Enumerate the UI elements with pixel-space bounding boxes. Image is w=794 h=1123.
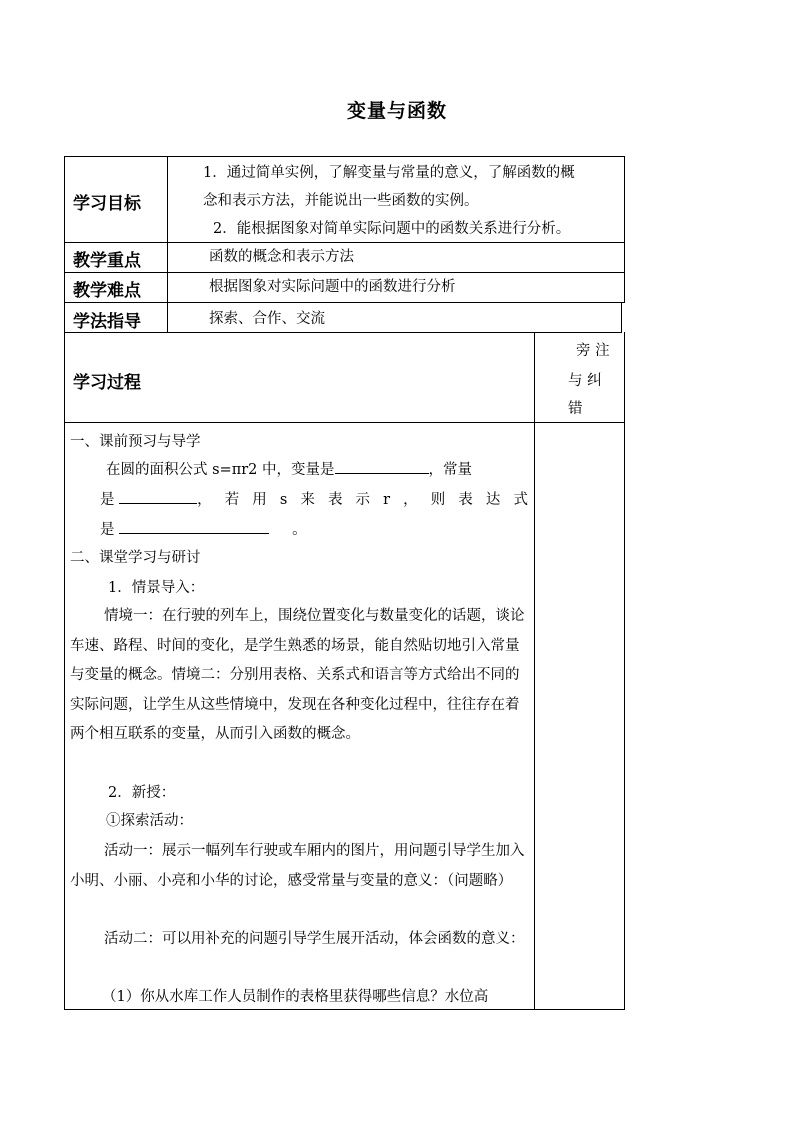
side-note-line-2: 与 纠 xyxy=(568,373,602,389)
question-1-line-3: 是 。 xyxy=(100,515,307,545)
question-1-reservoir: （1）你从水库工作人员制作的表格里获得哪些信息？水位高 xyxy=(102,989,489,1005)
scenario-paragraph: 情境一：在行驶的列车上，围绕位置变化与数量变化的话题，谈论车速、路程、时间的变化，是学生熟悉的场景，能自然贴切地引入常量与变量的概念。情境二：分别用表格、关系式和语言等方式给出不同的实际问题，让学生从这些情境中，发现在各种变化过程中，往往存在着两个相互联系的变量，从而引入函数的概念。 xyxy=(70,608,525,742)
question-1-line-2: 是 ， 若 用 s 来 表 示 r ， 则 表 达 式 xyxy=(100,485,528,515)
key-label: 教学重点 xyxy=(73,251,141,271)
activity-1-paragraph: 活动一：展示一幅列车行驶或车厢内的图片，用问题引导学生加入小明、小丽、小亮和小华的讨论，感受常量与变量的意义：（问题略） xyxy=(70,843,525,889)
section-2-heading: 二、课堂学习与研讨 xyxy=(70,550,201,566)
difficult-content-cell xyxy=(167,272,625,303)
blank-variable[interactable] xyxy=(335,457,429,474)
goal-label-cell xyxy=(64,156,168,243)
method-content: 探索、合作、交流 xyxy=(209,311,325,327)
difficult-content: 根据图象对实际问题中的函数进行分析 xyxy=(209,279,456,295)
goal-content-cell xyxy=(167,156,625,243)
goal-line-2: 2．能根据图象对简单实际问题中的函数关系进行分析。 xyxy=(213,221,571,237)
goal-line-1b: 念和表示方法，并能说出一些函数的实例。 xyxy=(203,193,479,209)
explore-activity-heading: ①探索活动： xyxy=(106,813,193,829)
key-content-cell xyxy=(167,242,625,273)
question-1-line-1: 在圆的面积公式 s=πr2 中，变量是 ，常量 xyxy=(106,455,472,485)
side-note-header-cell xyxy=(534,332,625,423)
method-label: 学法指导 xyxy=(73,312,141,332)
difficult-label-cell xyxy=(64,272,168,303)
side-note-line-1: 旁 注 xyxy=(576,343,610,359)
key-label-cell xyxy=(64,242,168,273)
side-note-content-cell xyxy=(534,422,625,1010)
section-1-heading: 一、课前预习与导学 xyxy=(70,434,201,450)
goal-line-1a: 1．通过简单实例，了解变量与常量的意义，了解函数的概 xyxy=(203,165,575,181)
blank-constant[interactable] xyxy=(119,487,197,504)
activity-2-paragraph: 活动二：可以用补充的问题引导学生展开活动，体会函数的意义： xyxy=(104,931,525,947)
side-note-line-3: 错 xyxy=(568,401,583,417)
page-title: 变量与函数 xyxy=(346,100,447,122)
key-content: 函数的概念和表示方法 xyxy=(209,249,354,265)
process-label-cell xyxy=(64,332,535,423)
method-label-cell xyxy=(64,302,168,333)
blank-expression[interactable] xyxy=(119,517,269,534)
process-label: 学习过程 xyxy=(73,373,141,393)
goal-label: 学习目标 xyxy=(73,194,141,214)
method-content-cell xyxy=(167,302,622,333)
subsection-1-heading: 1．情景导入： xyxy=(108,580,205,596)
subsection-2-heading: 2．新授： xyxy=(108,785,176,801)
difficult-label: 教学难点 xyxy=(73,281,141,301)
